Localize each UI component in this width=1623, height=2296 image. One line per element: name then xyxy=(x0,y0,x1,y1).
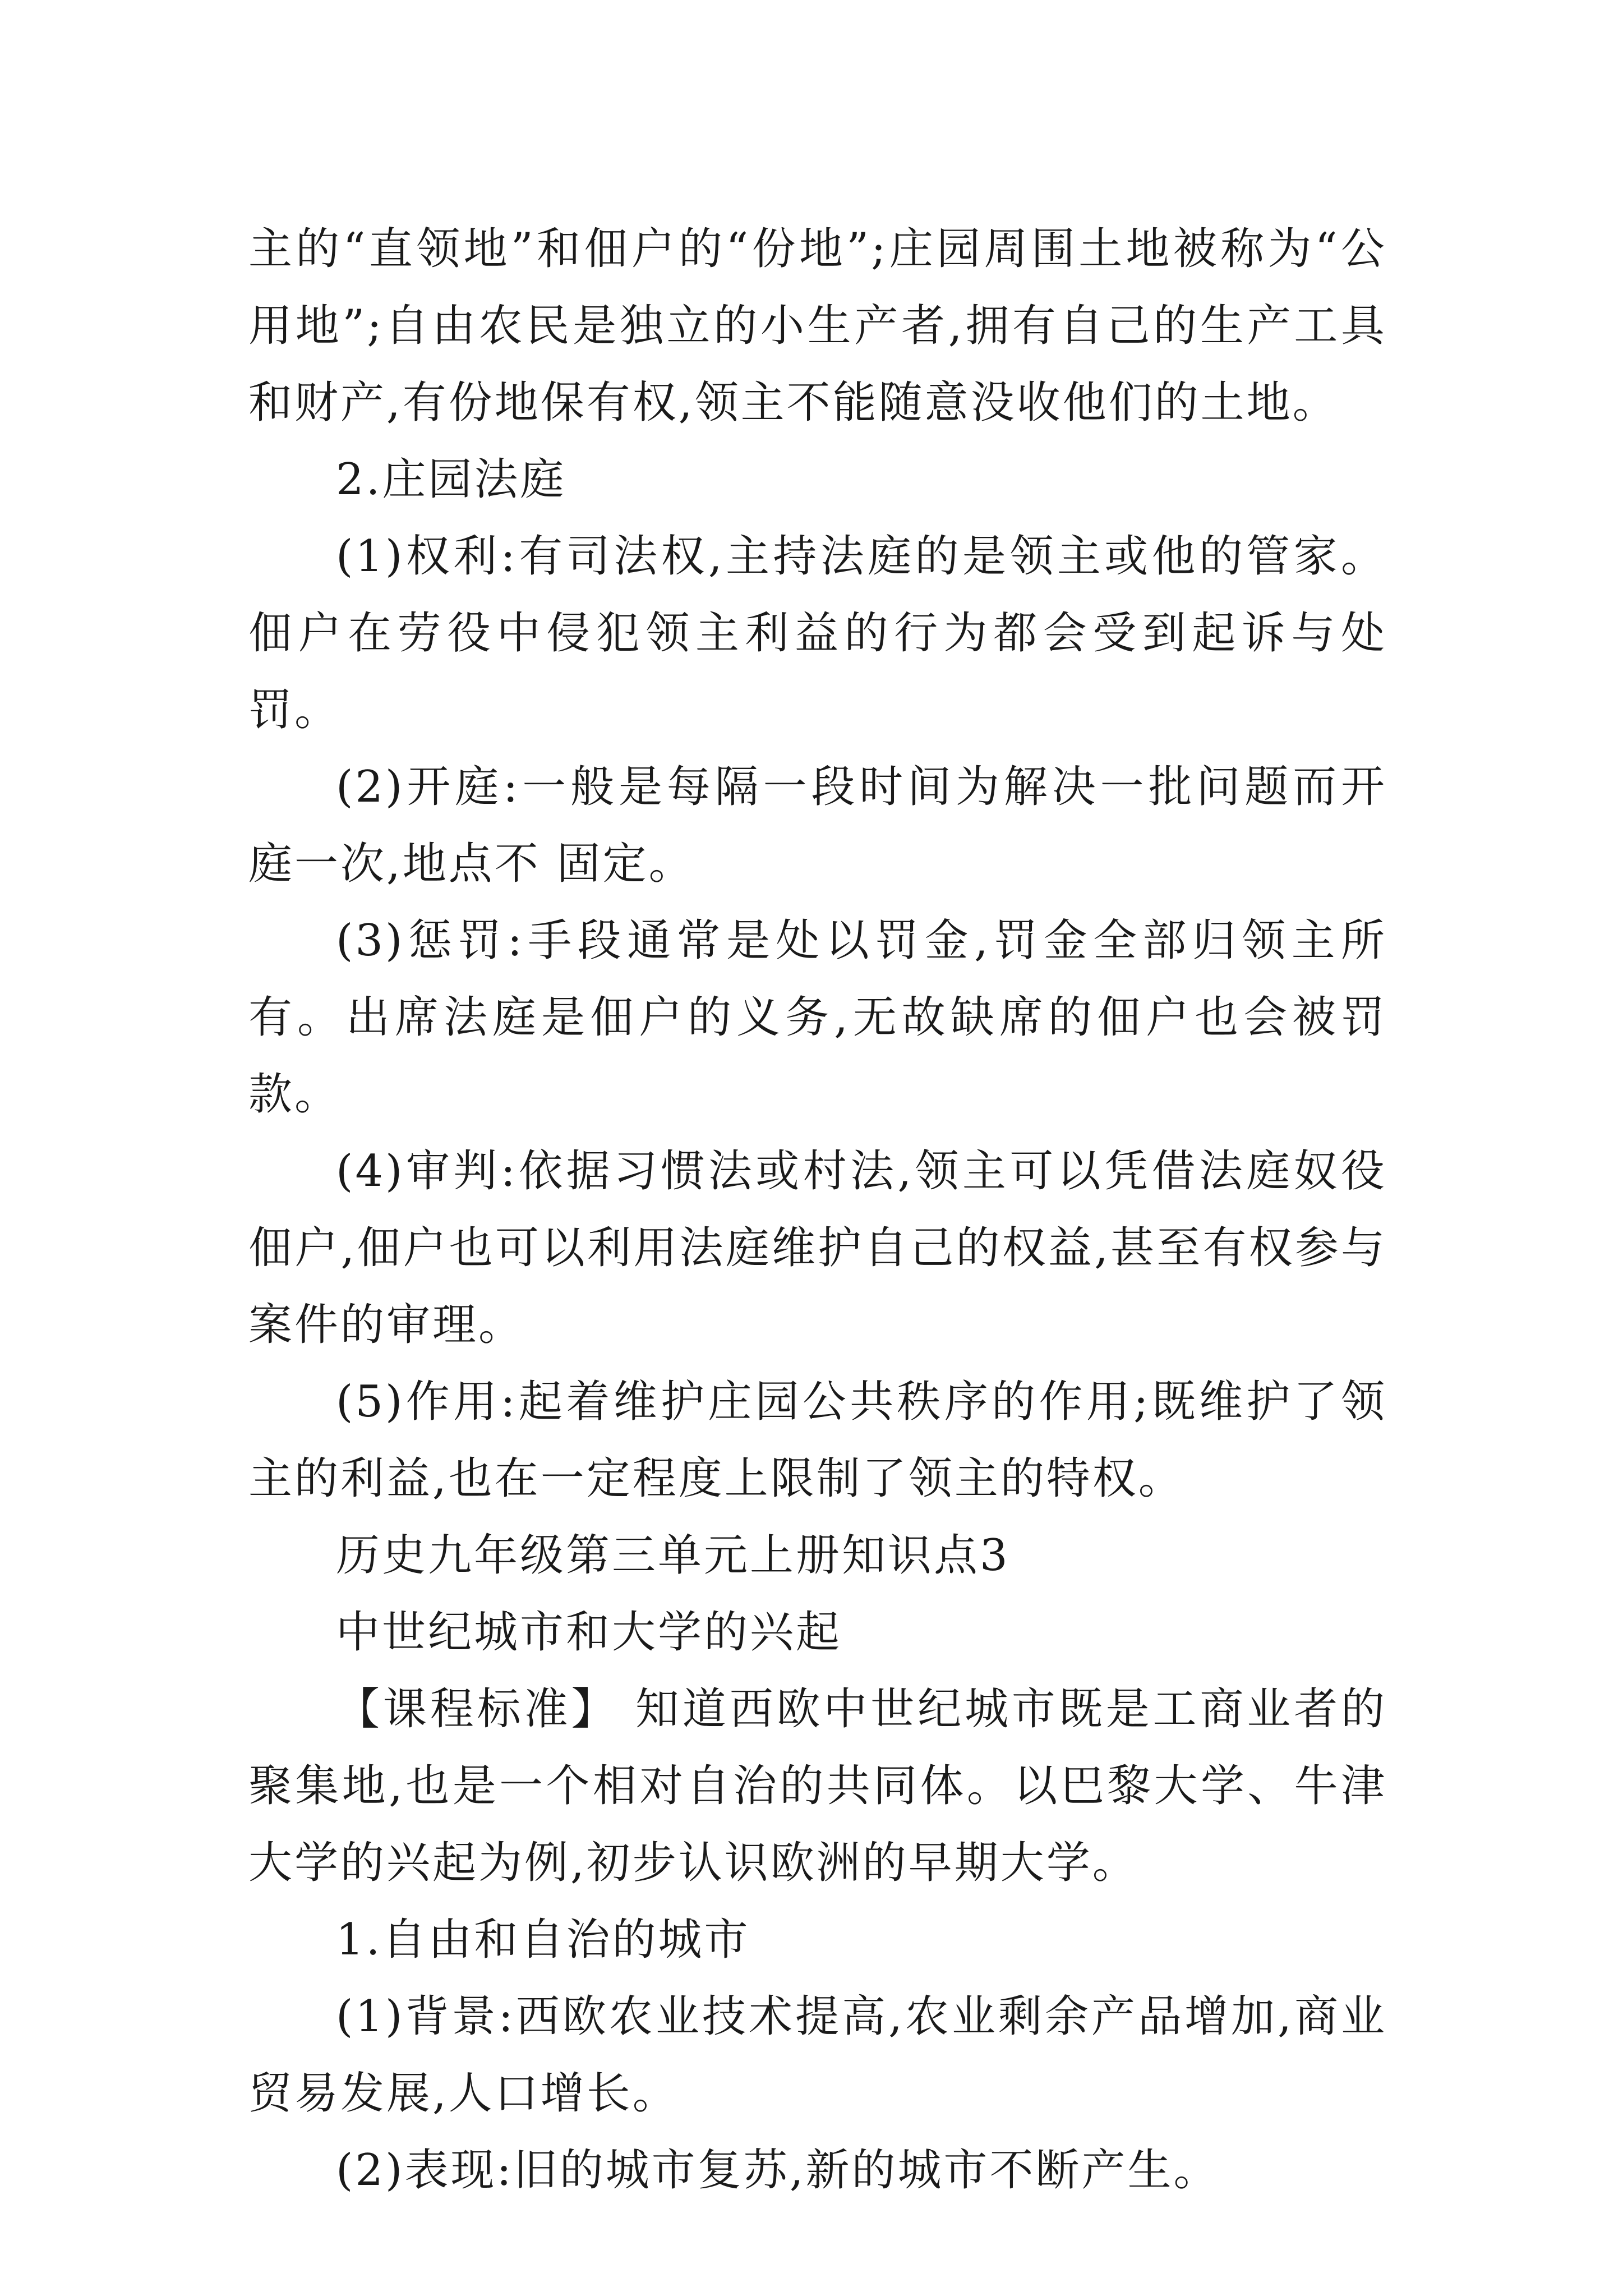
paragraph-city-background: (1)背景:西欧农业技术提高,农业剩余产品增加,商业贸易发展,人口增长。 xyxy=(248,1991,1387,2119)
section-heading-free-cities: 1.自由和自治的城市 xyxy=(336,1915,750,1965)
document-page xyxy=(248,211,1387,2209)
paragraph-court-session: (2)开庭:一般是每隔一段时间为解决一批问题而开庭一次,地点不 固定。 xyxy=(248,762,1387,889)
paragraph-court-trial: (4)审判:依据习惯法或村法,领主可以凭借法庭奴役佃户,佃户也可以利用法庭维护自己的权益,甚至有权参与案件的审理。 xyxy=(248,1146,1387,1350)
section-heading-manor-court: 2.庄园法庭 xyxy=(336,454,566,505)
paragraph-court-punishment: (3)惩罚:手段通常是处以罚金,罚金全部归领主所有。出席法庭是佃户的义务,无故缺席的佃户也会被罚款。 xyxy=(248,915,1387,1120)
paragraph-court-function: (5)作用:起着维护庄园公共秩序的作用;既维护了领主的利益,也在一定程度上限制了领主的特权。 xyxy=(248,1377,1387,1504)
paragraph-manor-land: 主的“直领地”和佃户的“份地”;庄园周围土地被称为“公用地”;自由农民是独立的小生产者,拥有自己的生产工具和财产,有份地保有权,领主不能随意没收他们的土地。 xyxy=(248,224,1387,428)
paragraph-curriculum-standard: 【课程标准】 知道西欧中世纪城市既是工商业者的聚集地,也是一个相对自治的共同体。以巴黎大学、牛津大学的兴起为例,初步认识欧洲的早期大学。 xyxy=(248,1684,1387,1888)
section-title-medieval-cities: 中世纪城市和大学的兴起 xyxy=(336,1607,842,1658)
paragraph-city-manifestation: (2)表现:旧的城市复苏,新的城市不断产生。 xyxy=(336,2145,1220,2196)
section-title-knowledge-point-3: 历史九年级第三单元上册知识点3 xyxy=(336,1530,1010,1581)
paragraph-court-rights: (1)权利:有司法权,主持法庭的是领主或他的管家。佃户在劳役中侵犯领主利益的行为都会受到起诉与处罚。 xyxy=(248,531,1387,735)
